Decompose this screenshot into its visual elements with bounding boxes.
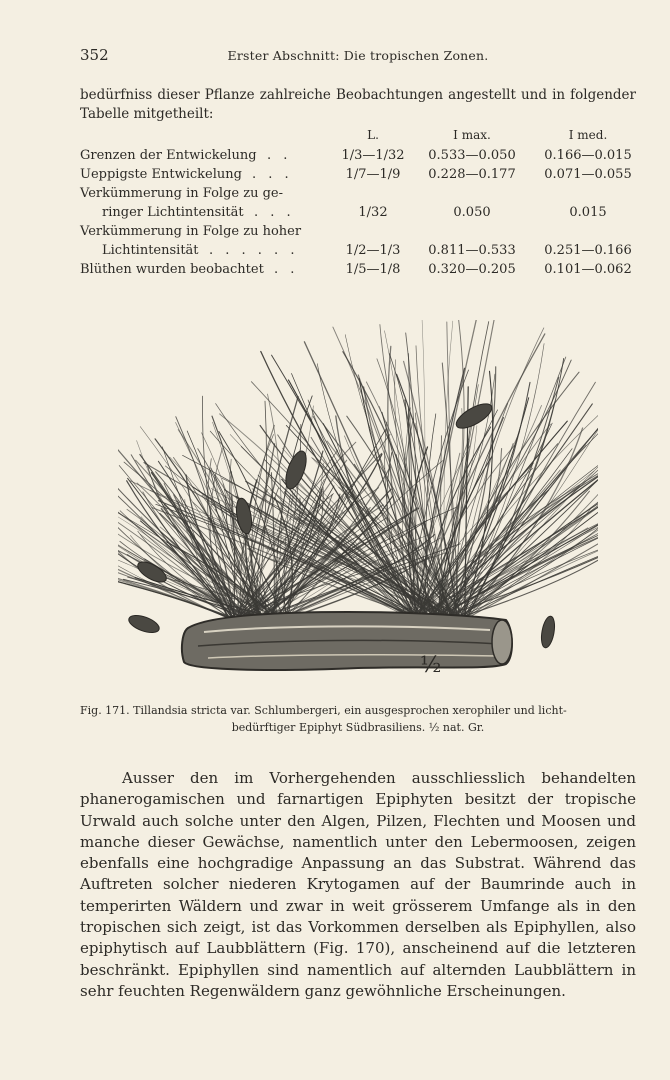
figure-tillandsia — [118, 320, 598, 690]
column-header-l: L. — [367, 128, 379, 142]
cell-i-max: 0.533—0.050 — [428, 148, 516, 163]
cell-i-max: 0.050 — [453, 205, 491, 220]
cell-l: 1/7—1/9 — [345, 167, 401, 182]
cell-i-max: 0.228—0.177 — [428, 167, 516, 182]
leader-dots: . . . — [252, 167, 293, 182]
row-label: Ueppigste Entwickelung — [80, 167, 242, 182]
row-label: Lichtintensität — [102, 243, 199, 258]
cell-l: 1/5—1/8 — [345, 262, 401, 277]
cell-i-med: 0.101—0.062 — [544, 262, 632, 277]
column-header-i-med: I med. — [568, 128, 608, 142]
cell-i-max: 0.811—0.533 — [428, 243, 516, 258]
table-row — [80, 203, 640, 222]
leader-dots: . . — [274, 262, 299, 277]
intro-paragraph: bedürfniss dieser Pflanze zahlreiche Beobachtungen angestellt und in folgender Tabelle mitgetheilt: — [80, 87, 636, 122]
cell-l: 1/2—1/3 — [345, 243, 401, 258]
tillandsia-illustration — [118, 320, 598, 690]
cell-i-med: 0.251—0.166 — [544, 243, 632, 258]
table-row — [80, 222, 640, 241]
table-row — [80, 260, 640, 279]
caption-line-1: Fig. 171. Tillandsia stricta var. Schlumbergeri, ein ausgesprochen xerophiler und licht- — [80, 704, 567, 717]
cell-i-med: 0.071—0.055 — [544, 167, 632, 182]
caption-line-2: bedürftiger Epiphyt Südbrasiliens. ½ nat. Gr. — [231, 721, 485, 734]
page-number: 352 — [80, 46, 109, 64]
row-label: Verkümmerung in Folge zu hoher — [80, 224, 302, 239]
cell-i-max: 0.320—0.205 — [428, 262, 516, 277]
leader-dots: . . . — [254, 205, 295, 220]
table-row — [80, 146, 640, 165]
cell-l: 1/3—1/32 — [341, 148, 405, 163]
light-intensity-table — [80, 146, 640, 279]
figure-caption — [80, 702, 636, 736]
cell-i-med: 0.015 — [569, 205, 607, 220]
scale-mark: ½ — [420, 653, 442, 678]
page-header — [80, 46, 636, 66]
table-row — [80, 241, 640, 260]
cell-l: 1/32 — [358, 205, 388, 220]
cell-i-med: 0.166—0.015 — [544, 148, 632, 163]
table-row — [80, 165, 640, 184]
row-label: Grenzen der Entwickelung — [80, 148, 257, 163]
running-title: Erster Abschnitt: Die tropischen Zonen. — [227, 48, 489, 63]
table-header — [80, 128, 640, 146]
row-label: Blüthen wurden beobachtet — [80, 262, 264, 277]
branch — [182, 612, 512, 670]
leader-dots: . . — [267, 148, 292, 163]
leader-dots: . . . . . . — [209, 243, 299, 258]
body-paragraph: Ausser den im Vorhergehenden ausschliesslich behandelten phanerogamischen und farnartigen Epiphyten besitzt der tropische Urwald auch solche unter den Algen, Pilzen, Flechten und Moosen und manche dieser Gewächse, namentlich unter den Lebermoosen, zeigen ebenfalls eine hochgradige Anpassung an das Substrat. Während das Auftreten solcher niederen Krytogamen auf der Baumrinde auch in temperirten Wäldern und zwar in weit grösserem Umfange als in den tropischen sich zeigt, ist das Vorkommen derselben als Epiphyllen, also epiphytisch auf Laubblättern (Fig. 170), anscheinend auf die letzteren beschränkt. Epiphyllen sind namentlich auf alternden Laubblättern in sehr feuchten Regenwäldern ganz gewöhnliche Erscheinungen. — [80, 769, 636, 1000]
row-label: Verkümmerung in Folge zu ge- — [80, 186, 283, 201]
row-label: ringer Lichtintensität — [102, 205, 244, 220]
column-header-i-max: I max. — [453, 128, 491, 142]
table-row — [80, 184, 640, 203]
